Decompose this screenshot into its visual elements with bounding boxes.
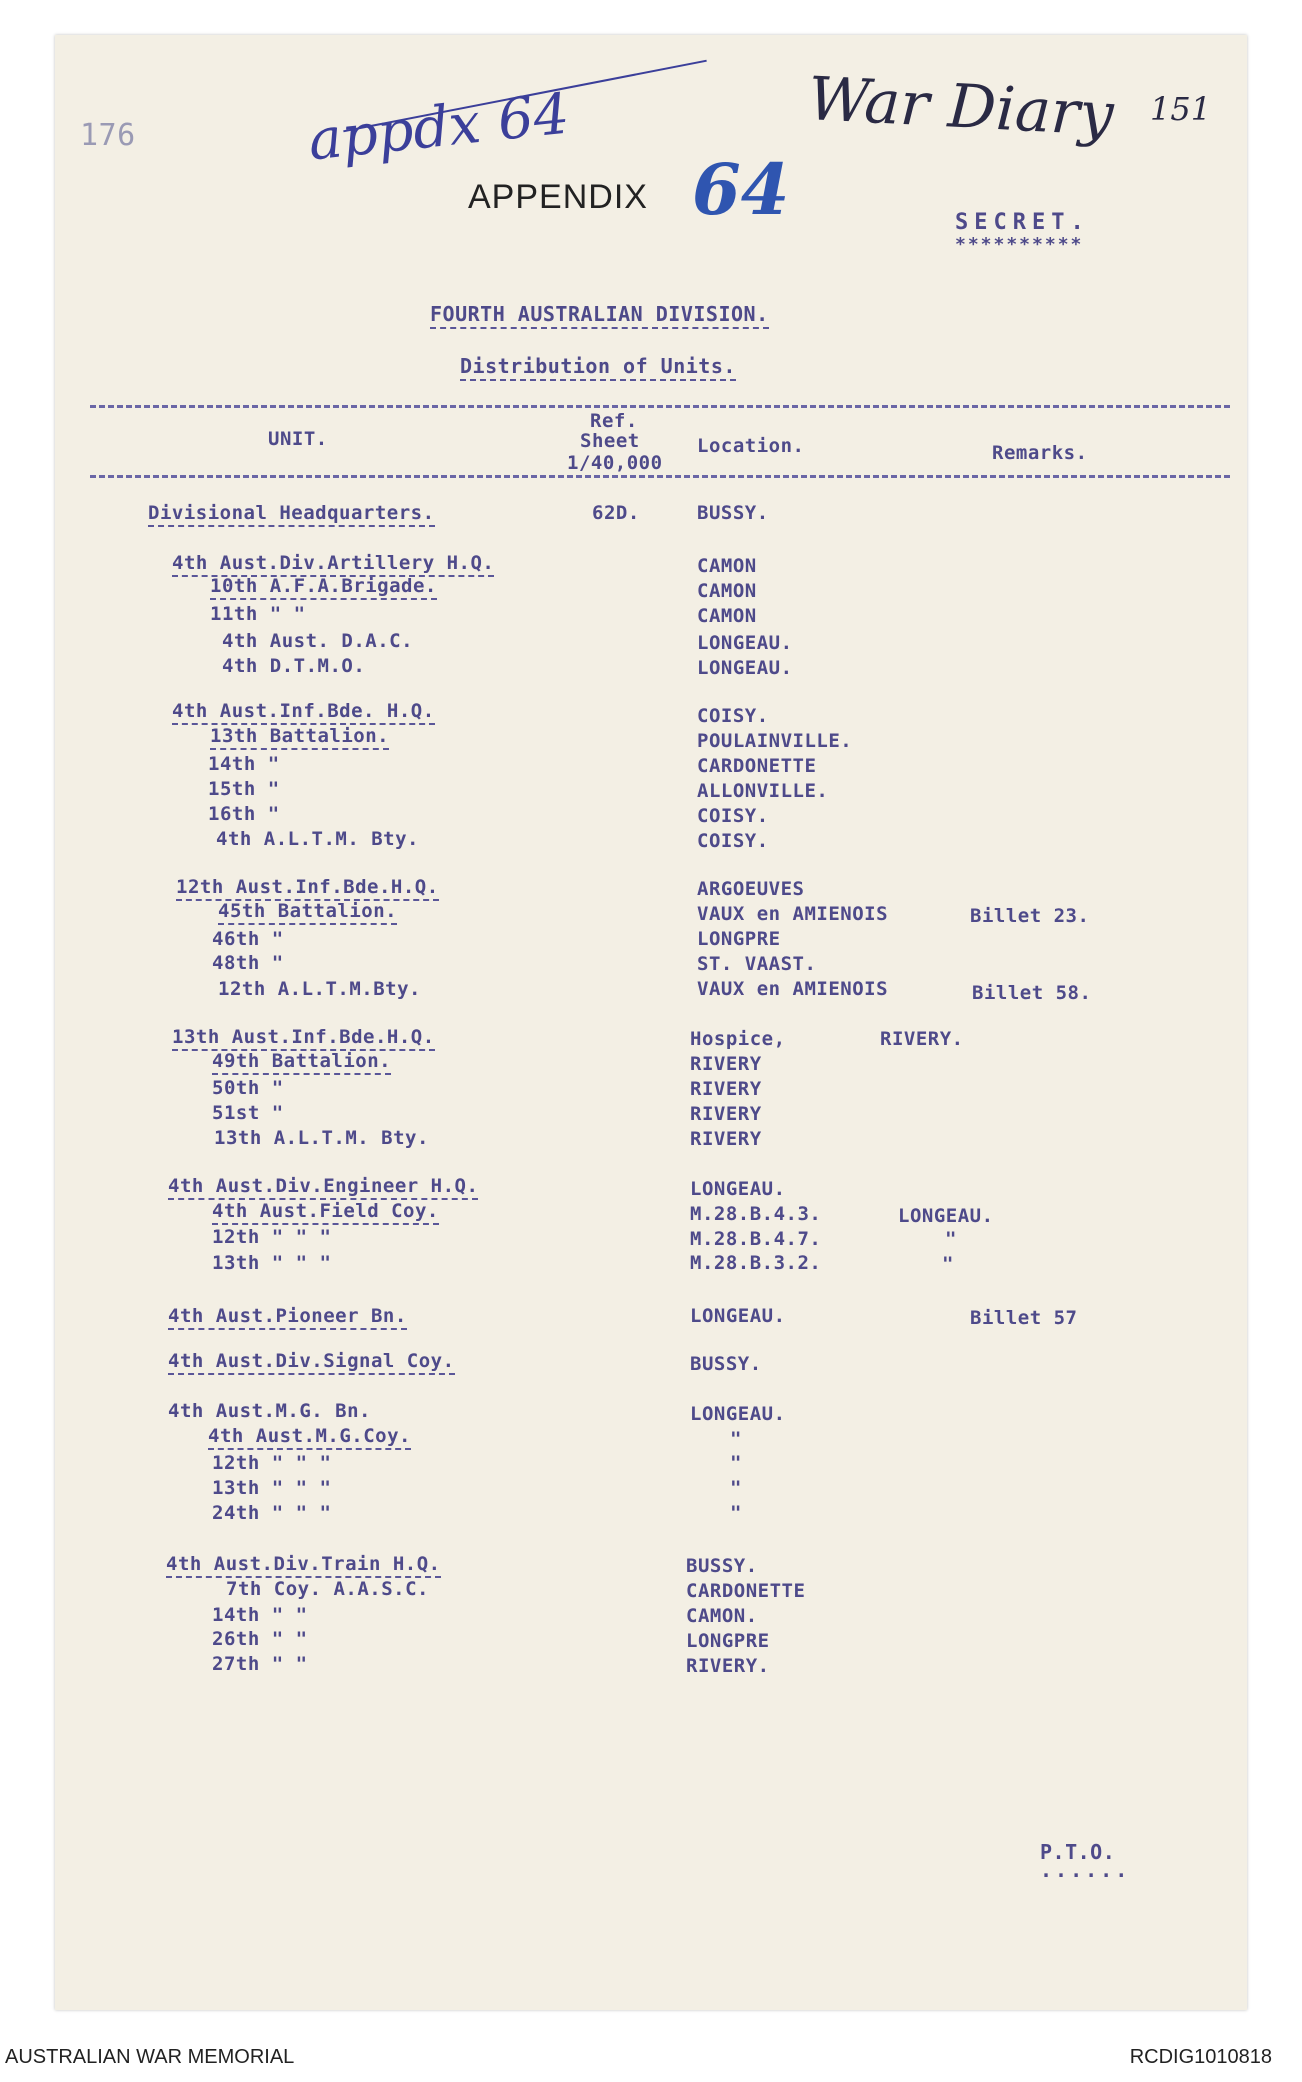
location-artillery-11: CAMON <box>697 605 757 627</box>
unit-engineer-4: 4th Aust.Field Coy. <box>212 1200 439 1225</box>
unit-4bde-ltm: 4th A.L.T.M. Bty. <box>216 828 419 850</box>
location-train-27: RIVERY. <box>686 1655 770 1677</box>
handwritten-appendix-note: appdx 64 <box>305 81 573 174</box>
unit-train-14: 14th " " <box>212 1604 308 1626</box>
location-pioneer: LONGEAU. <box>690 1305 786 1327</box>
location-div-hq: BUSSY. <box>697 502 769 524</box>
ref-div-hq: 62D. <box>592 502 640 524</box>
handwritten-war-diary: War Diary <box>806 64 1116 150</box>
unit-4bde-14: 14th " <box>208 753 280 775</box>
remarks-engineer-12: " <box>945 1228 957 1250</box>
unit-mg-13: 13th " " " <box>212 1477 332 1499</box>
unit-mg-4: 4th Aust.M.G.Coy. <box>208 1425 411 1450</box>
unit-mg-12: 12th " " " <box>212 1452 332 1474</box>
header-rule-top <box>90 405 1230 408</box>
unit-artillery-dac: 4th Aust. D.A.C. <box>222 630 414 652</box>
handwritten-appendix-number: 64 <box>692 148 790 231</box>
unit-engineer-hq: 4th Aust.Div.Engineer H.Q. <box>168 1175 478 1200</box>
unit-12bde-45: 45th Battalion. <box>218 900 397 925</box>
location-engineer-12: M.28.B.4.7. <box>690 1228 822 1250</box>
location-4bde-15: ALLONVILLE. <box>697 780 829 802</box>
unit-engineer-12: 12th " " " <box>212 1226 332 1248</box>
remarks-12bde-ltm: Billet 58. <box>972 982 1092 1004</box>
unit-13bde-51: 51st " <box>212 1102 284 1124</box>
unit-4bde-16: 16th " <box>208 803 280 825</box>
location-mg-24: " <box>730 1502 742 1524</box>
document-title: Distribution of Units. <box>460 354 736 381</box>
location-4bde-13: POULAINVILLE. <box>697 730 853 752</box>
column-remarks: Remarks. <box>992 442 1088 464</box>
location-4bde-14: CARDONETTE <box>697 755 817 777</box>
unit-train-7: 7th Coy. A.A.S.C. <box>226 1578 429 1600</box>
column-location: Location. <box>697 435 805 457</box>
location-12bde-hq: ARGOEUVES <box>697 878 805 900</box>
location-artillery-dac: LONGEAU. <box>697 632 793 654</box>
location-train-7: CARDONETTE <box>686 1580 806 1602</box>
location-artillery-dtmo: LONGEAU. <box>697 657 793 679</box>
location-train-hq: BUSSY. <box>686 1555 758 1577</box>
unit-train-hq: 4th Aust.Div.Train H.Q. <box>166 1553 441 1578</box>
secret-underline: ********** <box>955 234 1084 255</box>
remarks-12bde-45: Billet 23. <box>970 905 1090 927</box>
unit-mg-24: 24th " " " <box>212 1502 332 1524</box>
pto-label: P.T.O. <box>1040 1840 1116 1864</box>
location-mg-hq: LONGEAU. <box>690 1403 786 1425</box>
unit-div-hq: Divisional Headquarters. <box>148 502 435 527</box>
unit-12bde-hq: 12th Aust.Inf.Bde.H.Q. <box>176 876 439 901</box>
appendix-stamp: APPENDIX <box>468 178 648 216</box>
location-artillery-hq: CAMON <box>697 555 757 577</box>
location-engineer-4: M.28.B.4.3. <box>690 1203 822 1225</box>
division-title: FOURTH AUSTRALIAN DIVISION. <box>430 302 769 329</box>
unit-train-27: 27th " " <box>212 1653 308 1675</box>
remarks-pioneer: Billet 57 <box>970 1307 1078 1329</box>
unit-12bde-48: 48th " <box>212 952 284 974</box>
location-13bde-50: RIVERY <box>690 1078 762 1100</box>
unit-13bde-ltm: 13th A.L.T.M. Bty. <box>214 1127 429 1149</box>
unit-13bde-hq: 13th Aust.Inf.Bde.H.Q. <box>172 1026 435 1051</box>
unit-pioneer: 4th Aust.Pioneer Bn. <box>168 1305 407 1330</box>
unit-4bde-hq: 4th Aust.Inf.Bde. H.Q. <box>172 700 435 725</box>
location-mg-12: " <box>730 1452 742 1474</box>
location-13bde-49: RIVERY <box>690 1053 762 1075</box>
location-4bde-ltm: COISY. <box>697 830 769 852</box>
location-4bde-hq: COISY. <box>697 705 769 727</box>
location-mg-4: " <box>730 1428 742 1450</box>
location-train-14: CAMON. <box>686 1605 758 1627</box>
location-signal: BUSSY. <box>690 1353 762 1375</box>
unit-engineer-13: 13th " " " <box>212 1252 332 1274</box>
secret-label: SECRET. <box>955 210 1090 235</box>
unit-train-26: 26th " " <box>212 1628 308 1650</box>
unit-signal: 4th Aust.Div.Signal Coy. <box>168 1350 455 1375</box>
location-mg-13: " <box>730 1477 742 1499</box>
unit-artillery-dtmo: 4th D.T.M.O. <box>222 655 366 677</box>
column-scale: 1/40,000 <box>567 452 663 474</box>
location-13bde-hq: Hospice, <box>690 1028 786 1050</box>
remarks-engineer-4: LONGEAU. <box>898 1205 994 1227</box>
location-train-26: LONGPRE <box>686 1630 770 1652</box>
unit-13bde-50: 50th " <box>212 1077 284 1099</box>
column-unit: UNIT. <box>268 428 328 450</box>
unit-artillery-11: 11th " " <box>210 603 306 625</box>
footer-source: AUSTRALIAN WAR MEMORIAL <box>5 2046 295 2068</box>
location-13bde-51: RIVERY <box>690 1103 762 1125</box>
unit-4bde-15: 15th " <box>208 778 280 800</box>
unit-4bde-13: 13th Battalion. <box>210 725 389 750</box>
location-12bde-48: ST. VAAST. <box>697 953 817 975</box>
location2-13bde-hq: RIVERY. <box>880 1028 964 1050</box>
unit-12bde-46: 46th " <box>212 928 284 950</box>
folio-number: 151 <box>1150 90 1212 128</box>
location-artillery-10: CAMON <box>697 580 757 602</box>
unit-mg-hq: 4th Aust.M.G. Bn. <box>168 1400 371 1422</box>
column-ref: Ref. <box>590 410 638 432</box>
location-12bde-46: LONGPRE <box>697 928 781 950</box>
location-13bde-ltm: RIVERY <box>690 1128 762 1150</box>
location-engineer-13: M.28.B.3.2. <box>690 1252 822 1274</box>
page-number-left: 176 <box>80 118 136 153</box>
location-12bde-45: VAUX en AMIENOIS <box>697 903 889 925</box>
unit-artillery-10: 10th A.F.A.Brigade. <box>210 575 437 600</box>
pto-dots: ...... <box>1040 1858 1131 1882</box>
unit-13bde-49: 49th Battalion. <box>212 1050 391 1075</box>
unit-artillery-hq: 4th Aust.Div.Artillery H.Q. <box>172 552 494 577</box>
column-sheet: Sheet <box>580 430 640 452</box>
location-4bde-16: COISY. <box>697 805 769 827</box>
document-sheet <box>55 35 1247 2010</box>
unit-12bde-ltm: 12th A.L.T.M.Bty. <box>218 978 421 1000</box>
header-rule-bottom <box>90 475 1230 478</box>
footer-id: RCDIG1010818 <box>1129 2046 1272 2068</box>
location-12bde-ltm: VAUX en AMIENOIS <box>697 978 889 1000</box>
remarks-engineer-13: " <box>942 1253 954 1275</box>
location-engineer-hq: LONGEAU. <box>690 1178 786 1200</box>
